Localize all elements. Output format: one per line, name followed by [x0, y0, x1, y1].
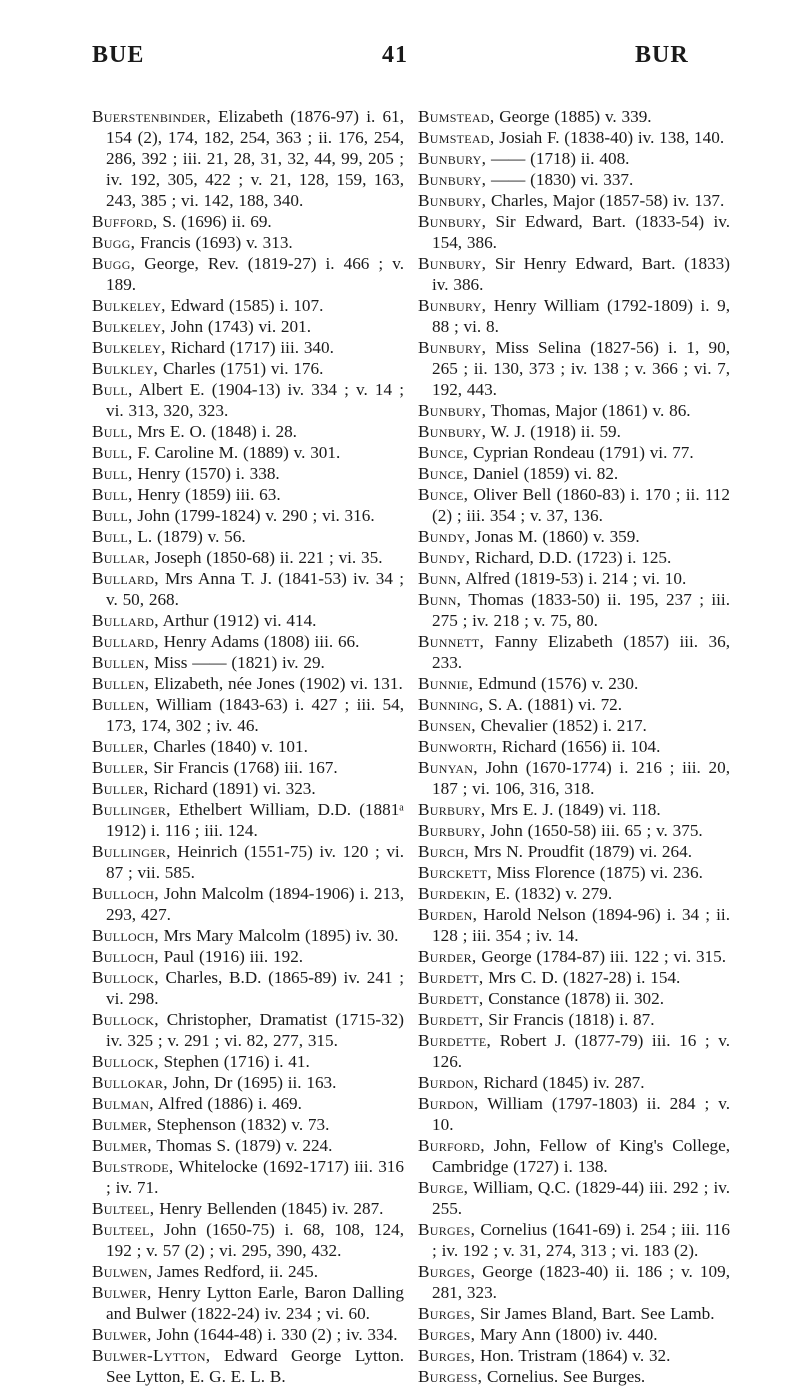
index-entry	[418, 421, 730, 442]
entry-details: L. (1879) v. 56.	[132, 527, 246, 546]
entry-surname: Bullock,	[92, 1010, 159, 1029]
entry-details: Charles (1751) vi. 176.	[158, 359, 324, 378]
entry-surname: Burdekin,	[418, 884, 491, 903]
entry-details: John (1799-1824) v. 290 ; vi. 316.	[132, 506, 375, 525]
entry-surname: Bulmer,	[92, 1115, 152, 1134]
entry-surname: Bugg,	[92, 233, 136, 252]
entry-surname: Bulloch,	[92, 884, 159, 903]
entry-details: William (1843-63) i. 427 ; iii. 54, 173, 174, 302 ; iv. 46.	[106, 695, 404, 735]
index-entry	[418, 1219, 730, 1261]
entry-surname: Bullokar,	[92, 1073, 168, 1092]
entry-surname: Burdett,	[418, 1010, 484, 1029]
entry-details: John (1650-75) i. 68, 108, 124, 192 ; v. 57 (2) ; vi. 295, 390, 432.	[106, 1220, 404, 1260]
entry-details: John (1650-58) iii. 65 ; v. 375.	[485, 821, 703, 840]
entry-surname: Bunce,	[418, 443, 469, 462]
entry-details: Albert E. (1904-13) iv. 334 ; v. 14 ; vi. 313, 320, 323.	[106, 380, 404, 420]
index-entry	[92, 442, 404, 463]
index-entry	[418, 799, 730, 820]
entry-details: Oliver Bell (1860-83) i. 170 ; ii. 112 (2) ; iii. 354 ; v. 37, 136.	[432, 485, 730, 525]
index-entry	[92, 925, 404, 946]
index-entry	[92, 505, 404, 526]
index-entry	[418, 106, 730, 127]
index-entry	[418, 400, 730, 421]
index-entry	[418, 904, 730, 946]
entry-surname: Bumstead,	[418, 128, 495, 147]
index-entry	[418, 463, 730, 484]
entry-details: Stephen (1716) i. 41.	[158, 1052, 310, 1071]
entry-details: Sir Francis (1768) iii. 167.	[148, 758, 338, 777]
entry-details: E. (1832) v. 279.	[490, 884, 613, 903]
entry-surname: Bunbury,	[418, 422, 487, 441]
index-entry	[92, 1261, 404, 1282]
entry-details: Thomas S. (1879) v. 224.	[151, 1136, 333, 1155]
entry-details: John, Dr (1695) ii. 163.	[167, 1073, 337, 1092]
entry-surname: Bufford,	[92, 212, 158, 231]
index-entry	[418, 1366, 730, 1387]
entry-details: Elizabeth (1876-97) i. 61, 154 (2), 174, 182, 254, 363 ; ii. 176, 254, 286, 392 ; iii. 21, 28, 31, 32, 44, 99, 205 ; iv. 192, 305, 422 ; v. 21, 128, 159, 163, 243, 385 ; vi. 142, 188, 340.	[106, 107, 404, 210]
entry-details: Henry William (1792-1809) i. 9, 88 ; vi. 8.	[432, 296, 730, 336]
entry-surname: Bulloch,	[92, 926, 159, 945]
entry-details: S. A. (1881) vi. 72.	[483, 695, 623, 714]
index-entry	[418, 1177, 730, 1219]
index-entry	[92, 379, 404, 421]
index-entry	[92, 463, 404, 484]
entry-surname: Bullar,	[92, 548, 150, 567]
index-entry	[92, 1009, 404, 1051]
entry-surname: Bulkeley,	[92, 296, 166, 315]
index-entry	[418, 526, 730, 547]
entry-details: Richard (1717) iii. 340.	[165, 338, 334, 357]
index-entry	[92, 1114, 404, 1135]
index-entry	[92, 778, 404, 799]
entry-details: Cyprian Rondeau (1791) vi. 77.	[468, 443, 694, 462]
entry-surname: Bulstrode,	[92, 1157, 174, 1176]
entry-details: Daniel (1859) vi. 82.	[468, 464, 619, 483]
index-entry	[418, 946, 730, 967]
entry-surname: Bull,	[92, 443, 133, 462]
entry-details: Charles (1840) v. 101.	[148, 737, 308, 756]
entry-details: Mrs N. Proudfit (1879) vi. 264.	[468, 842, 692, 861]
index-entry	[92, 694, 404, 736]
entry-details: Henry (1570) i. 338.	[132, 464, 280, 483]
index-entry	[418, 1324, 730, 1345]
index-entry	[92, 547, 404, 568]
index-entry	[418, 1303, 730, 1324]
entry-surname: Bullock,	[92, 1052, 159, 1071]
entry-details: George (1885) v. 339.	[494, 107, 652, 126]
entry-surname: Bulkeley,	[92, 317, 166, 336]
index-entry	[92, 967, 404, 1009]
entry-surname: Burder,	[418, 947, 477, 966]
entry-surname: Bulwer,	[92, 1283, 152, 1302]
header-right-guide: BUR	[635, 42, 689, 68]
entry-surname: Bulwer-Lytton,	[92, 1346, 211, 1365]
entry-surname: Bull,	[92, 527, 133, 546]
entry-details: William, Q.C. (1829-44) iii. 292 ; iv. 255.	[432, 1178, 730, 1218]
entry-details: Henry Adams (1808) iii. 66.	[158, 632, 360, 651]
entry-surname: Burges,	[418, 1325, 476, 1344]
entry-surname: Bunyan,	[418, 758, 478, 777]
entry-details: —— (1718) ii. 408.	[486, 149, 630, 168]
entry-surname: Bullen,	[92, 695, 150, 714]
entry-details: Thomas (1833-50) ii. 195, 237 ; iii. 275 ; iv. 218 ; v. 75, 80.	[432, 590, 730, 630]
entry-details: John, Fellow of King's College, Cambridge (1727) i. 138.	[432, 1136, 730, 1176]
entry-details: Constance (1878) ii. 302.	[483, 989, 665, 1008]
entry-surname: Burbury,	[418, 821, 486, 840]
entry-details: Christopher, Dramatist (1715-32) iv. 325 ; v. 291 ; vi. 82, 277, 315.	[106, 1010, 404, 1050]
entry-surname: Bunbury,	[418, 212, 487, 231]
entry-surname: Burdett,	[418, 968, 484, 987]
entry-surname: Bunbury,	[418, 191, 487, 210]
index-entry	[92, 631, 404, 652]
index-entry	[92, 1156, 404, 1198]
entry-surname: Bull,	[92, 506, 133, 525]
index-entry	[418, 1135, 730, 1177]
entry-surname: Burges,	[418, 1346, 476, 1365]
index-entry	[92, 253, 404, 295]
entry-details: F. Caroline M. (1889) v. 301.	[132, 443, 341, 462]
entry-details: Stephenson (1832) v. 73.	[151, 1115, 330, 1134]
entry-details: Mrs Anna T. J. (1841-53) iv. 34 ; v. 50, 268.	[106, 569, 404, 609]
index-entry	[418, 820, 730, 841]
index-entry	[92, 316, 404, 337]
entry-surname: Burch,	[418, 842, 469, 861]
index-entry	[92, 673, 404, 694]
entry-surname: Bunn,	[418, 590, 462, 609]
entry-details: Robert J. (1877-79) iii. 16 ; v. 126.	[432, 1031, 730, 1071]
entry-details: Henry (1859) iii. 63.	[132, 485, 281, 504]
entry-surname: Burges,	[418, 1220, 476, 1239]
index-entry	[418, 1030, 730, 1072]
entry-surname: Bunbury,	[418, 401, 487, 420]
entry-surname: Bull,	[92, 464, 133, 483]
index-entry	[92, 1198, 404, 1219]
entry-surname: Bullinger,	[92, 800, 171, 819]
entry-surname: Bunworth,	[418, 737, 498, 756]
index-entry	[418, 169, 730, 190]
entry-details: Sir Francis (1818) i. 87.	[483, 1010, 655, 1029]
entry-surname: Bunning,	[418, 695, 484, 714]
entry-surname: Burford,	[418, 1136, 485, 1155]
entry-details: Elizabeth, née Jones (1902) vi. 131.	[149, 674, 403, 693]
entry-surname: Bunbury,	[418, 254, 487, 273]
index-entry	[92, 1324, 404, 1345]
index-entry	[418, 1093, 730, 1135]
entry-surname: Bullard,	[92, 611, 159, 630]
entry-details: Ethelbert William, D.D. (1881ᵃ 1912) i. 116 ; iii. 124.	[106, 800, 404, 840]
entry-details: John (1670-1774) i. 216 ; iii. 20, 187 ; vi. 106, 316, 318.	[432, 758, 730, 798]
entry-details: Fanny Elizabeth (1857) iii. 36, 233.	[432, 632, 730, 672]
page-number: 41	[382, 42, 408, 68]
index-entry	[418, 757, 730, 799]
entry-surname: Bullard,	[92, 632, 159, 651]
entry-details: Heinrich (1551-75) iv. 120 ; vi. 87 ; vii. 585.	[106, 842, 404, 882]
index-entry	[418, 967, 730, 988]
index-entry	[418, 337, 730, 400]
entry-surname: Bumstead,	[418, 107, 495, 126]
entry-details: Joseph (1850-68) ii. 221 ; vi. 35.	[149, 548, 383, 567]
entry-surname: Buerstenbinder,	[92, 107, 211, 126]
index-entry	[92, 757, 404, 778]
index-entry	[92, 1093, 404, 1114]
entry-surname: Bunn,	[418, 569, 462, 588]
entry-details: Edward (1585) i. 107.	[165, 296, 324, 315]
entry-surname: Burdette,	[418, 1031, 492, 1050]
index-entry	[418, 547, 730, 568]
entry-details: Miss —— (1821) iv. 29.	[149, 653, 325, 672]
index-column-right	[418, 106, 730, 1387]
index-entry	[418, 148, 730, 169]
index-entry	[92, 1135, 404, 1156]
entry-details: Cornelius (1641-69) i. 254 ; iii. 116 ; iv. 192 ; v. 31, 274, 313 ; vi. 183 (2).	[432, 1220, 730, 1260]
entry-surname: Bunbury,	[418, 338, 487, 357]
entry-surname: Bulmer,	[92, 1136, 152, 1155]
entry-surname: Buller,	[92, 737, 149, 756]
entry-details: W. J. (1918) ii. 59.	[486, 422, 621, 441]
entry-details: Thomas, Major (1861) v. 86.	[486, 401, 691, 420]
index-entry	[92, 106, 404, 211]
entry-surname: Burdon,	[418, 1073, 479, 1092]
entry-details: Mrs Mary Malcolm (1895) iv. 30.	[158, 926, 399, 945]
entry-surname: Burgess,	[418, 1367, 483, 1386]
index-entry	[418, 211, 730, 253]
index-entry	[92, 1282, 404, 1324]
entry-details: Sir Edward, Bart. (1833-54) iv. 154, 386.	[432, 212, 730, 252]
index-entry	[418, 190, 730, 211]
entry-details: John Malcolm (1894-1906) i. 213, 293, 427.	[106, 884, 404, 924]
index-entry	[418, 484, 730, 526]
entry-details: Richard, D.D. (1723) i. 125.	[470, 548, 672, 567]
index-entry	[418, 862, 730, 883]
entry-surname: Bulman,	[92, 1094, 154, 1113]
index-entry	[418, 1009, 730, 1030]
index-entry	[92, 1072, 404, 1093]
index-entry	[418, 715, 730, 736]
entry-details: George, Rev. (1819-27) i. 466 ; v. 189.	[106, 254, 404, 294]
entry-details: Miss Florence (1875) vi. 236.	[491, 863, 703, 882]
index-entry	[418, 589, 730, 631]
index-entry	[418, 253, 730, 295]
index-entry	[418, 127, 730, 148]
index-entry	[418, 988, 730, 1009]
entry-surname: Bulteel,	[92, 1199, 155, 1218]
entry-surname: Bunce,	[418, 485, 469, 504]
entry-details: Richard (1845) iv. 287.	[478, 1073, 645, 1092]
entry-surname: Burges,	[418, 1262, 476, 1281]
index-entry	[418, 1261, 730, 1303]
entry-details: Chevalier (1852) i. 217.	[475, 716, 647, 735]
entry-details: Harold Nelson (1894-96) i. 34 ; ii. 128 ; iii. 354 ; iv. 14.	[432, 905, 730, 945]
index-entry	[92, 232, 404, 253]
entry-details: Sir Henry Edward, Bart. (1833) iv. 386.	[432, 254, 730, 294]
entry-surname: Buller,	[92, 779, 149, 798]
header-left-guide: BUE	[92, 42, 145, 68]
index-entry	[92, 841, 404, 883]
entry-surname: Buller,	[92, 758, 149, 777]
entry-surname: Bullen,	[92, 674, 150, 693]
entry-surname: Bullock,	[92, 968, 159, 987]
entry-details: James Redford, ii. 245.	[152, 1262, 319, 1281]
entry-details: Mary Ann (1800) iv. 440.	[475, 1325, 658, 1344]
index-entry	[92, 652, 404, 673]
index-entry	[418, 883, 730, 904]
index-entry	[418, 1345, 730, 1366]
index-column-left	[92, 106, 404, 1387]
entry-details: Henry Bellenden (1845) iv. 287.	[154, 1199, 384, 1218]
entry-details: —— (1830) vi. 337.	[486, 170, 634, 189]
entry-surname: Bunsen,	[418, 716, 476, 735]
entry-surname: Bull,	[92, 485, 133, 504]
index-entry	[92, 484, 404, 505]
entry-surname: Bulteel,	[92, 1220, 155, 1239]
entry-details: Edmund (1576) v. 230.	[473, 674, 639, 693]
index-entry	[418, 568, 730, 589]
entry-details: Richard (1891) vi. 323.	[148, 779, 316, 798]
entry-surname: Bunbury,	[418, 170, 487, 189]
entry-surname: Bullinger,	[92, 842, 171, 861]
index-entry	[92, 211, 404, 232]
index-entry	[418, 1072, 730, 1093]
index-entry	[92, 1345, 404, 1387]
index-entry	[92, 1051, 404, 1072]
entry-details: Henry Lytton Earle, Baron Dalling and Bulwer (1822-24) iv. 234 ; vi. 60.	[106, 1283, 404, 1323]
entry-details: Jonas M. (1860) v. 359.	[470, 527, 640, 546]
index-entry	[92, 526, 404, 547]
entry-details: Edward George Lytton. See Lytton, E. G. E. L. B.	[106, 1346, 404, 1386]
entry-details: Charles, Major (1857-58) iv. 137.	[486, 191, 725, 210]
entry-details: Alfred (1886) i. 469.	[153, 1094, 302, 1113]
index-entry	[92, 421, 404, 442]
entry-surname: Bunnett,	[418, 632, 485, 651]
entry-details: Hon. Tristram (1864) v. 32.	[475, 1346, 671, 1365]
entry-surname: Burges,	[418, 1304, 476, 1323]
index-entry	[92, 883, 404, 925]
index-entry	[418, 295, 730, 337]
index-entry	[92, 358, 404, 379]
entry-details: Paul (1916) iii. 192.	[158, 947, 304, 966]
entry-surname: Burden,	[418, 905, 478, 924]
entry-surname: Burge,	[418, 1178, 469, 1197]
entry-surname: Bundy,	[418, 548, 471, 567]
entry-surname: Burckett,	[418, 863, 492, 882]
entry-details: Whitelocke (1692-1717) iii. 316 ; iv. 71.	[106, 1157, 404, 1197]
entry-details: Josiah F. (1838-40) iv. 138, 140.	[494, 128, 725, 147]
index-entry	[418, 673, 730, 694]
entry-details: Sir James Bland, Bart. See Lamb.	[475, 1304, 715, 1323]
entry-surname: Bull,	[92, 422, 133, 441]
entry-details: Charles, B.D. (1865-89) iv. 241 ; vi. 298.	[106, 968, 404, 1008]
index-entry	[92, 736, 404, 757]
entry-details: Arthur (1912) vi. 414.	[158, 611, 317, 630]
index-entry	[92, 1219, 404, 1261]
entry-details: John (1743) vi. 201.	[165, 317, 312, 336]
index-entry	[92, 568, 404, 610]
entry-details: Mrs C. D. (1827-28) i. 154.	[483, 968, 681, 987]
entry-details: William (1797-1803) ii. 284 ; v. 10.	[432, 1094, 730, 1134]
entry-surname: Bulwen,	[92, 1262, 153, 1281]
entry-details: Richard (1656) ii. 104.	[497, 737, 661, 756]
entry-details: S. (1696) ii. 69.	[157, 212, 272, 231]
index-entry	[92, 946, 404, 967]
entry-surname: Bunbury,	[418, 296, 487, 315]
running-header	[0, 42, 800, 72]
entry-surname: Bulkley,	[92, 359, 159, 378]
entry-surname: Bull,	[92, 380, 133, 399]
entry-surname: Bullen,	[92, 653, 150, 672]
entry-surname: Bulloch,	[92, 947, 159, 966]
entry-details: Miss Selina (1827-56) i. 1, 90, 265 ; ii. 130, 373 ; iv. 138 ; v. 366 ; vi. 7, 192, 443.	[432, 338, 730, 399]
entry-details: Mrs E. O. (1848) i. 28.	[132, 422, 297, 441]
entry-details: George (1823-40) ii. 186 ; v. 109, 281, 323.	[432, 1262, 730, 1302]
index-entry	[418, 694, 730, 715]
entry-surname: Bunce,	[418, 464, 469, 483]
entry-surname: Bunnie,	[418, 674, 474, 693]
entry-details: Cornelius. See Burges.	[482, 1367, 646, 1386]
entry-surname: Bullard,	[92, 569, 159, 588]
index-entry	[92, 337, 404, 358]
entry-surname: Burdett,	[418, 989, 484, 1008]
entry-details: Alfred (1819-53) i. 214 ; vi. 10.	[461, 569, 687, 588]
entry-details: Francis (1693) v. 313.	[135, 233, 293, 252]
index-entry	[418, 442, 730, 463]
entry-surname: Bundy,	[418, 527, 471, 546]
entry-surname: Bulwer,	[92, 1325, 152, 1344]
entry-details: Mrs E. J. (1849) vi. 118.	[485, 800, 661, 819]
entry-details: John (1644-48) i. 330 (2) ; iv. 334.	[151, 1325, 398, 1344]
entry-surname: Bulkeley,	[92, 338, 166, 357]
index-entry	[92, 610, 404, 631]
entry-surname: Bunbury,	[418, 149, 487, 168]
index-entry	[418, 736, 730, 757]
index-entry	[418, 631, 730, 673]
index-entry	[92, 799, 404, 841]
index-entry	[418, 841, 730, 862]
entry-surname: Burdon,	[418, 1094, 479, 1113]
entry-surname: Burbury,	[418, 800, 486, 819]
entry-surname: Bugg,	[92, 254, 136, 273]
entry-details: George (1784-87) iii. 122 ; vi. 315.	[476, 947, 727, 966]
index-entry	[92, 295, 404, 316]
